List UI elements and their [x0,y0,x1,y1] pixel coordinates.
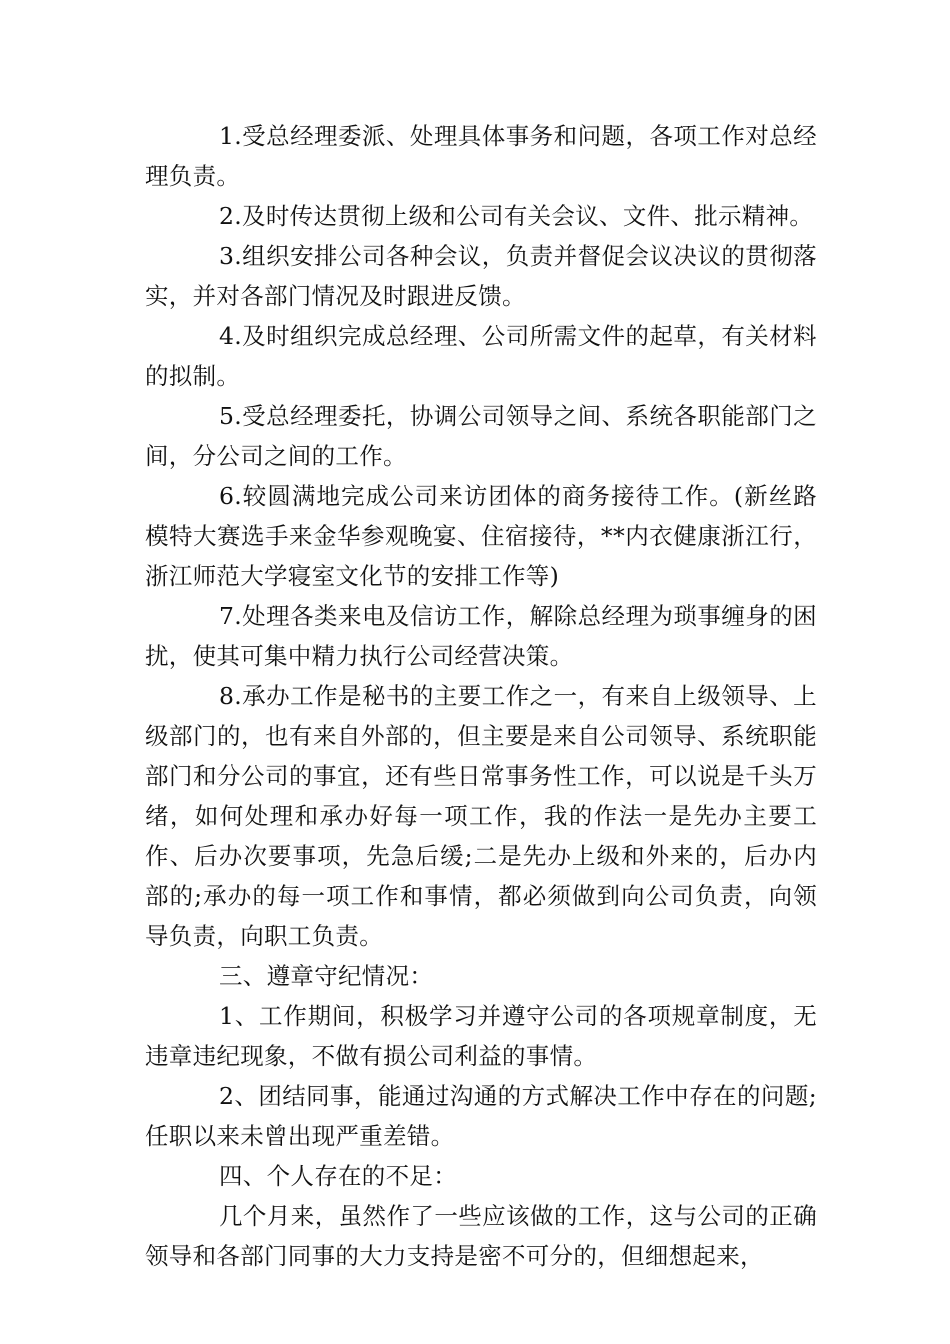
paragraph-item-2: 2.及时传达贯彻上级和公司有关会议、文件、批示精神。 [219,202,814,230]
paragraph-item-5: 5.受总经理委托，协调公司领导之间、系统各职能部门之间，分公司之间的工作。 [145,402,817,470]
section-heading-shortcomings: 四、个人存在的不足： [219,1162,457,1190]
paragraph-item-1: 1.受总经理委派、处理具体事务和问题，各项工作对总经理负责。 [145,122,817,190]
shortcomings-paragraph: 几个月来，虽然作了一些应该做的工作，这与公司的正确领导和各部门同事的大力支持是密不可分的，但细想起来， [145,1202,817,1270]
paragraph-item-4: 4.及时组织完成总经理、公司所需文件的起草，有关材料的拟制。 [145,322,817,390]
compliance-item-2: 2、团结同事，能通过沟通的方式解决工作中存在的问题;任职以来未曾出现严重差错。 [145,1082,817,1150]
paragraph-item-8: 8.承办工作是秘书的主要工作之一，有来自上级领导、上级部门的，也有来自外部的，但主要是来自公司领导、系统职能部门和分公司的事宜，还有些日常事务性工作，可以说是千头万绪，如何处理和承办好每一项工作，我的作法一是先办主要工作、后办次要事项，先急后缓;二是先办上级和外来的，后办内部的;承办的每一项工作和事情，都必须做到向公司负责，向领导负责，向职工负责。 [145,682,817,950]
paragraph-item-7: 7.处理各类来电及信访工作，解除总经理为琐事缠身的困扰，使其可集中精力执行公司经营决策。 [145,602,817,670]
section-heading-compliance: 三、遵章守纪情况： [219,962,434,990]
paragraph-item-3: 3.组织安排公司各种会议，负责并督促会议决议的贯彻落实，并对各部门情况及时跟进反馈。 [145,242,817,310]
compliance-item-1: 1、工作期间，积极学习并遵守公司的各项规章制度，无违章违纪现象，不做有损公司利益的事情。 [145,1002,817,1070]
paragraph-item-6: 6.较圆满地完成公司来访团体的商务接待工作。(新丝路模特大赛选手来金华参观晚宴、住宿接待，**内衣健康浙江行，浙江师范大学寝室文化节的安排工作等) [145,482,817,590]
document-body [145,116,817,1276]
